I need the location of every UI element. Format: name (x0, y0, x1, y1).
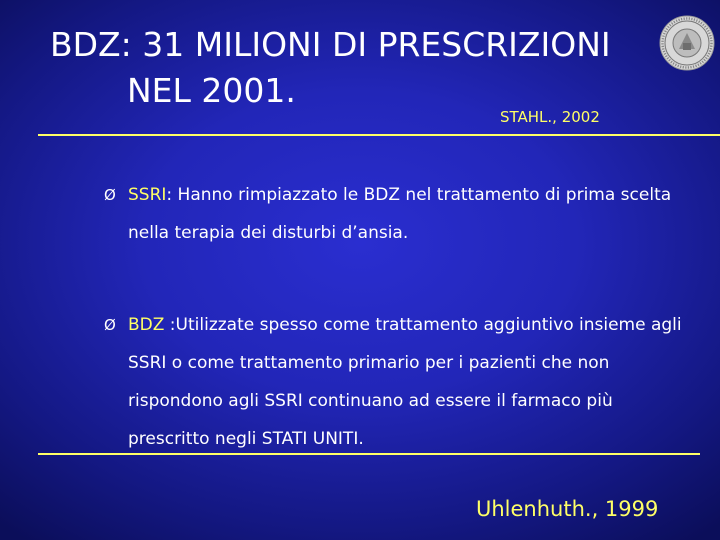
university-seal-icon (659, 15, 715, 71)
bottom-citation: Uhlenhuth., 1999 (476, 497, 659, 521)
bullet-line: SSRI o come trattamento primario per i pazienti che non (128, 353, 610, 373)
bullet-text (104, 176, 704, 252)
bullet-arrow-icon: Ø (104, 186, 116, 204)
bullet-arrow-icon: Ø (104, 316, 116, 334)
top-citation: STAHL., 2002 (500, 108, 600, 126)
bullet-label: SSRI (128, 185, 167, 205)
bullet-line: :Utilizzate spesso come trattamento aggiuntivo insieme agli (164, 315, 682, 335)
bullet-line: nella terapia dei disturbi d’ansia. (128, 223, 409, 243)
bullet-ssri (104, 176, 704, 252)
bullet-line: rispondono agli SSRI continuano ad essere il farmaco più (128, 391, 613, 411)
bullet-label: BDZ (128, 315, 165, 335)
bullet-line: prescritto negli STATI UNITI. (128, 429, 364, 449)
bullet-line: : Hanno rimpiazzato le BDZ nel trattamento di prima scelta (166, 185, 672, 205)
top-divider (38, 134, 720, 136)
title-line-2: NEL 2001. (127, 71, 296, 110)
bullet-text (104, 306, 704, 458)
slide-title (50, 22, 611, 114)
bottom-divider (38, 453, 700, 455)
bullet-bdz (104, 306, 704, 458)
title-line-1: BDZ: 31 MILIONI DI PRESCRIZIONI (50, 25, 611, 64)
